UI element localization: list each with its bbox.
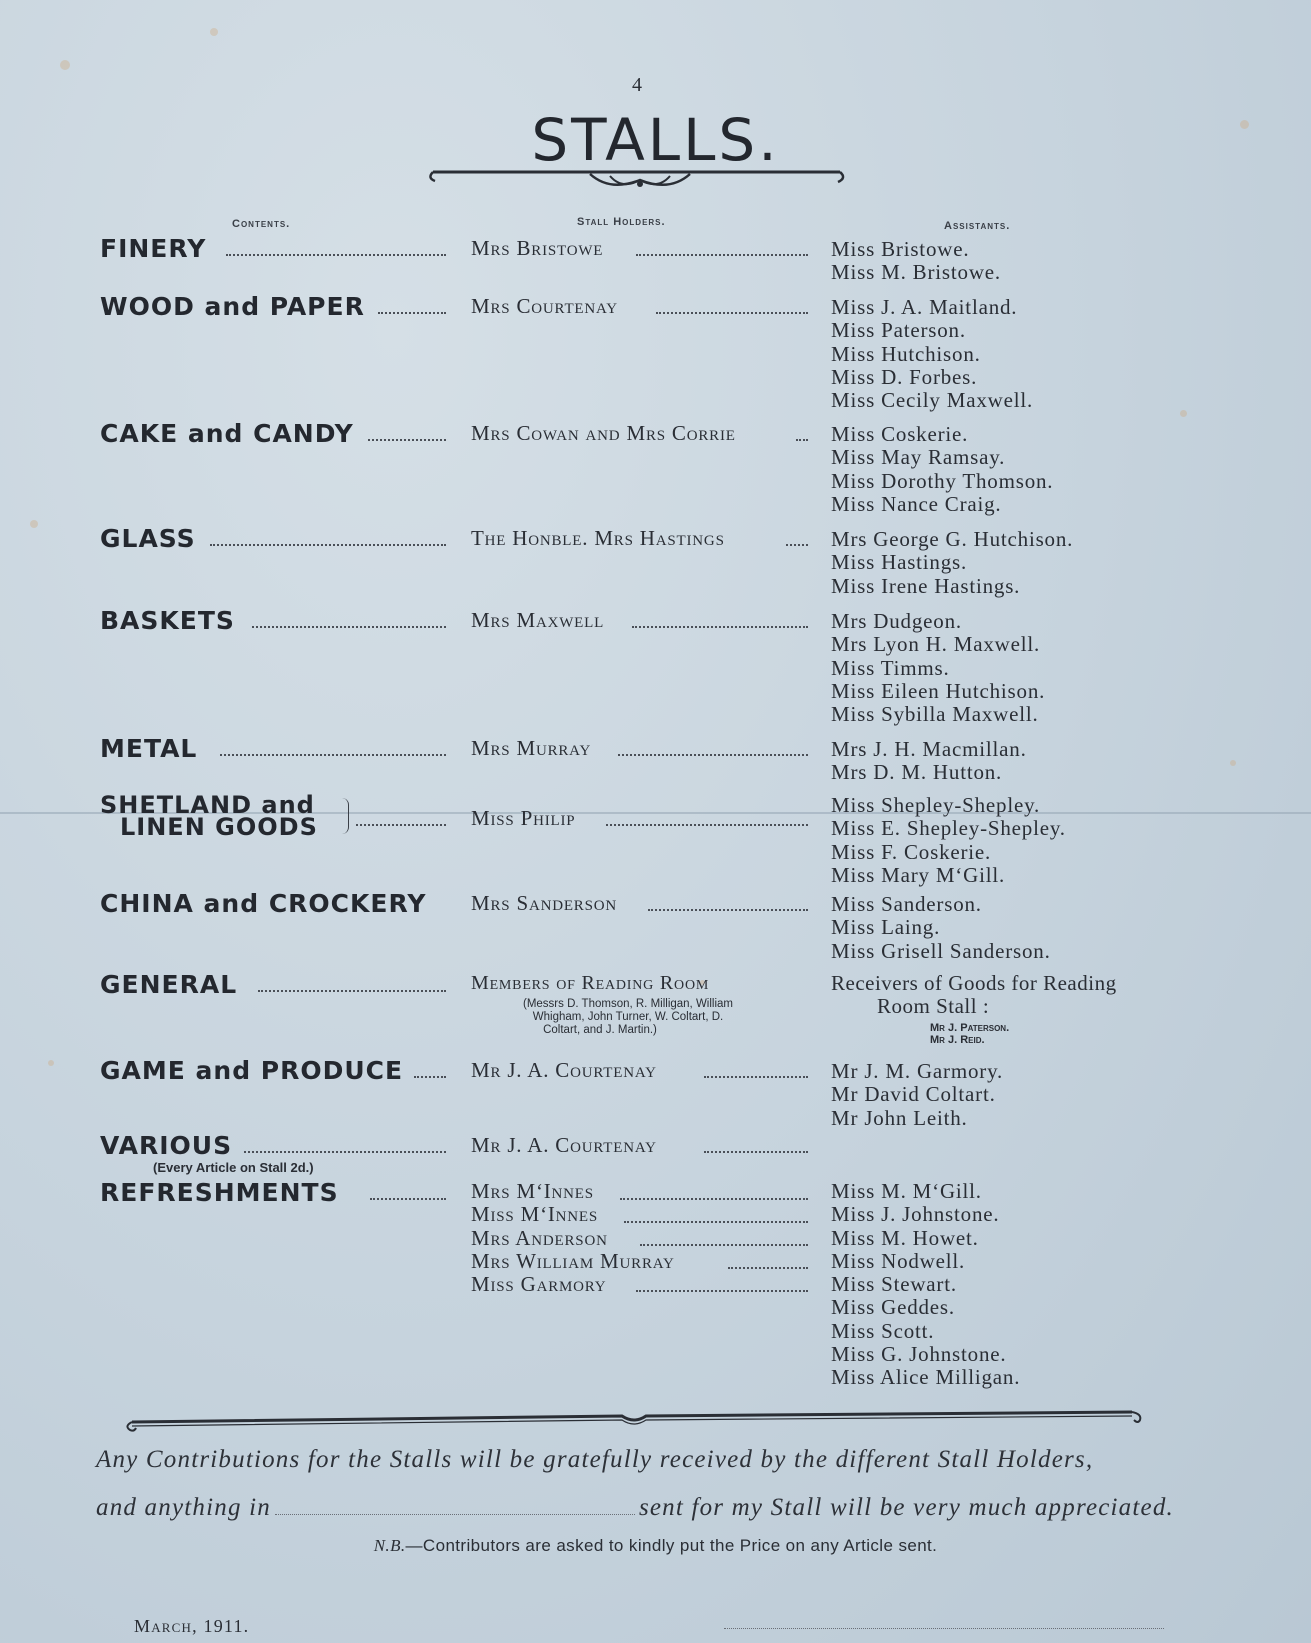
blank-fill-line	[275, 1514, 635, 1515]
signature-line	[724, 1628, 1164, 1629]
leader-dots	[728, 1267, 808, 1269]
assistant-name: Miss Bristowe.	[831, 237, 970, 261]
stall-holder: Members of Reading Room	[471, 972, 710, 994]
holder-note-line: (Messrs D. Thomson, R. Milligan, William	[522, 998, 733, 1010]
leader-dots	[226, 254, 446, 256]
assistant-name: Mrs J. H. Macmillan.	[831, 737, 1027, 761]
stall-category: GLASS	[100, 526, 196, 551]
assistant-list	[831, 238, 1001, 285]
assistant-list	[831, 794, 1066, 887]
assistant-name: Mr J. M. Garmory.	[831, 1059, 1004, 1083]
stain	[1180, 410, 1187, 417]
assistant-list	[831, 1060, 1003, 1130]
assistant-name: Mrs D. M. Hutton.	[831, 760, 1003, 785]
assistant-name: Miss Grisell Sanderson.	[831, 938, 1051, 963]
assistant-name: Mrs George G. Hutchison.	[831, 527, 1074, 551]
assistant-list	[831, 423, 1053, 516]
leader-dots	[378, 312, 446, 314]
contributions-note-line1: Any Contributions for the Stalls will be gratefully received by the different Stall Holders,	[96, 1446, 1094, 1473]
assistant-name: Miss Sybilla Maxwell.	[831, 702, 1039, 727]
assistant-name: Miss May Ramsay.	[831, 445, 1006, 470]
assistant-name: Miss Nance Craig.	[831, 491, 1002, 516]
leader-dots	[244, 1151, 446, 1153]
stall-holder: Mrs Courtenay	[471, 294, 618, 318]
leader-dots	[356, 824, 446, 826]
stall-category-line1: SHETLAND and	[100, 794, 315, 816]
assistant-name: Miss Geddes.	[831, 1295, 955, 1320]
leader-dots	[606, 824, 808, 826]
leader-dots	[636, 254, 808, 256]
stall-category: WOOD and PAPER	[100, 294, 365, 319]
receivers-heading: Receivers of Goods for Reading	[831, 971, 1117, 995]
stall-holder: Mrs Cowan and Mrs Corrie	[471, 421, 736, 445]
stain	[48, 1060, 54, 1066]
assistant-name: Miss D. Forbes.	[831, 364, 978, 389]
assistant-name: Miss M. Bristowe.	[831, 260, 1001, 285]
assistant-name: Miss F. Coskerie.	[831, 839, 992, 864]
assistant-name: Mr David Coltart.	[831, 1082, 996, 1107]
column-header-assistants: Assistants.	[944, 220, 1011, 232]
assistant-name: Miss Nodwell.	[831, 1248, 966, 1273]
receiver-name: Mr J. Reid.	[930, 1034, 985, 1046]
column-header-stall-holders: Stall Holders.	[577, 216, 666, 228]
stall-category: GENERAL	[100, 972, 238, 997]
stall-holder: The Honble. Mrs Hastings	[471, 526, 725, 550]
contributions-text: and anything in	[96, 1494, 271, 1521]
assistant-name: Miss Dorothy Thomson.	[831, 468, 1054, 493]
assistant-list	[831, 1180, 1020, 1390]
stall-category: GAME and PRODUCE	[100, 1058, 404, 1083]
leader-dots	[640, 1244, 808, 1246]
assistant-name: Miss Hutchison.	[831, 341, 981, 366]
assistant-name: Miss Eileen Hutchison.	[831, 678, 1046, 703]
assistant-name: Miss E. Shepley-Shepley.	[831, 816, 1066, 841]
assistant-name: Miss Cecily Maxwell.	[831, 388, 1034, 413]
assistant-name: Mr John Leith.	[831, 1105, 968, 1130]
assistant-name: Miss Laing.	[831, 915, 941, 940]
assistant-name: Miss J. Johnstone.	[831, 1202, 1000, 1227]
leader-dots	[704, 1076, 808, 1078]
holder-note-line: Whigham, John Turner, W. Coltart, D.	[532, 1011, 724, 1023]
assistant-name: Miss M. M‘Gill.	[831, 1179, 982, 1203]
assistant-name: Miss Paterson.	[831, 318, 966, 343]
assistant-name: Miss Stewart.	[831, 1272, 957, 1297]
leader-dots	[636, 1290, 808, 1292]
title-flourish-ornament	[425, 158, 855, 198]
stall-category: BASKETS	[100, 608, 235, 633]
leader-dots	[786, 544, 808, 546]
leader-dots	[620, 1198, 808, 1200]
leader-dots	[414, 1076, 446, 1078]
document-date: March, 1911.	[134, 1616, 250, 1636]
stall-holder: Miss Garmory	[471, 1272, 607, 1297]
assistant-list	[831, 893, 1051, 963]
leader-dots	[368, 439, 446, 441]
assistant-name: Mrs Dudgeon.	[831, 609, 962, 633]
assistant-list	[831, 610, 1045, 726]
contributions-note-line2	[96, 1494, 1174, 1522]
contributions-text: sent for my Stall will be very much appreciated.	[638, 1494, 1174, 1521]
nb-prefix: N.B.	[373, 1536, 406, 1555]
holder-note-line: Coltart, and J. Martin.)	[543, 1024, 657, 1036]
assistant-name: Miss J. A. Maitland.	[831, 295, 1018, 319]
assistant-list	[831, 738, 1027, 785]
stall-holder: Mr J. A. Courtenay	[471, 1133, 657, 1157]
assistant-name: Miss Coskerie.	[831, 422, 969, 446]
page-number: 4	[632, 74, 642, 96]
nb-note	[0, 1536, 1311, 1556]
receiver-name: Mr J. Paterson.	[930, 1022, 1010, 1034]
assistant-name: Miss Irene Hastings.	[831, 573, 1021, 598]
assistant-name: Miss M. Howet.	[831, 1225, 979, 1250]
stall-holder: Mrs Bristowe	[471, 236, 604, 260]
stall-holder: Mrs Anderson	[471, 1225, 608, 1250]
nb-text: —Contributors are asked to kindly put the Price on any Article sent.	[405, 1536, 938, 1555]
column-header-contents: Contents.	[232, 218, 291, 230]
stain	[1230, 760, 1236, 766]
assistant-name: Miss Timms.	[831, 655, 950, 680]
stall-holder: Mrs Maxwell	[471, 608, 605, 632]
leader-dots	[370, 1198, 446, 1200]
assistant-list	[831, 296, 1033, 412]
stall-holder: Mrs Sanderson	[471, 891, 618, 915]
stall-category: FINERY	[100, 236, 207, 261]
stall-holder: Mrs Murray	[471, 736, 592, 760]
stain	[60, 60, 70, 70]
leader-dots	[624, 1221, 808, 1223]
stain	[30, 520, 38, 528]
leader-dots	[220, 754, 446, 756]
grouping-brace	[342, 798, 349, 834]
assistant-name: Miss Alice Milligan.	[831, 1365, 1021, 1390]
assistant-name: Miss Hastings.	[831, 550, 968, 575]
stall-holder: Mr J. A. Courtenay	[471, 1058, 657, 1082]
stall-category-line2: LINEN GOODS	[120, 816, 318, 838]
assistant-list	[831, 528, 1073, 598]
divider-ornament	[122, 1404, 1146, 1434]
assistant-name: Miss G. Johnstone.	[831, 1342, 1007, 1367]
stall-holder: Miss Philip	[471, 806, 576, 830]
leader-dots	[252, 626, 446, 628]
leader-dots	[632, 626, 808, 628]
assistant-name: Miss Sanderson.	[831, 892, 982, 916]
stain	[210, 28, 218, 36]
assistant-name: Miss Mary M‘Gill.	[831, 862, 1006, 887]
receivers-heading: Room Stall :	[877, 994, 990, 1018]
assistant-name: Miss Shepley-Shepley.	[831, 793, 1041, 817]
leader-dots	[618, 754, 808, 756]
leader-dots	[210, 544, 446, 546]
stall-category: METAL	[100, 736, 198, 761]
leader-dots	[796, 439, 808, 441]
stall-category: CAKE and CANDY	[100, 421, 354, 446]
stall-category-note: (Every Article on Stall 2d.)	[153, 1160, 314, 1175]
assistant-name: Miss Scott.	[831, 1318, 935, 1343]
stall-category: CHINA and CROCKERY	[100, 891, 427, 916]
assistant-name: Mrs Lyon H. Maxwell.	[831, 632, 1041, 657]
stall-category: REFRESHMENTS	[100, 1180, 339, 1205]
leader-dots	[656, 312, 808, 314]
stall-holder: Miss M‘Innes	[471, 1202, 599, 1227]
leader-dots	[258, 990, 446, 992]
page-title: STALLS.	[531, 106, 780, 174]
leader-dots	[648, 909, 808, 911]
stall-holder: Mrs William Murray	[471, 1248, 675, 1273]
stall-holder: Mrs M‘Innes	[471, 1179, 594, 1203]
stall-category: VARIOUS	[100, 1133, 233, 1158]
leader-dots	[704, 1151, 808, 1153]
